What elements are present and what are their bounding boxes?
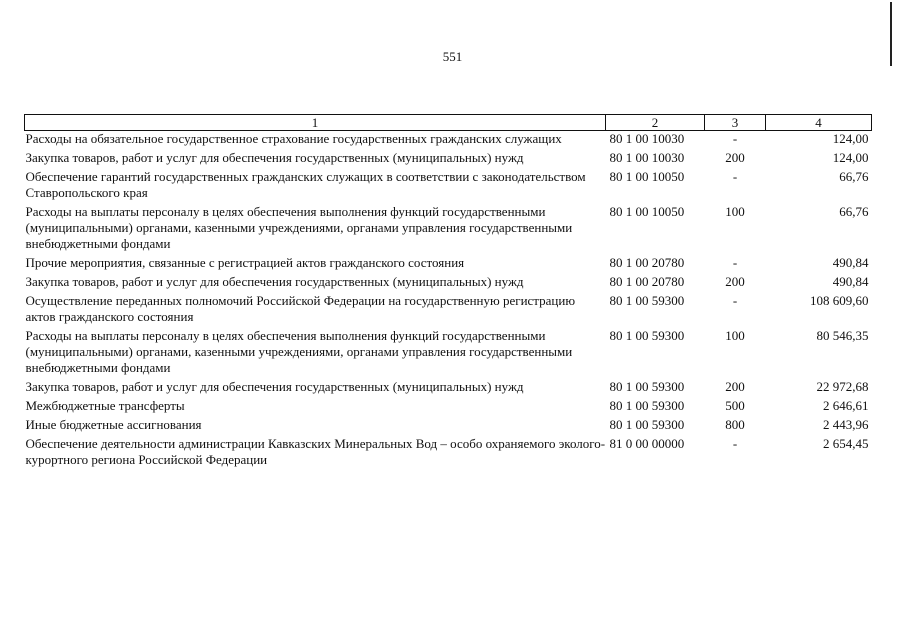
row-amount: 2 654,45 [823,436,869,451]
row-code: 80 1 00 59300 [609,328,685,343]
row-expense-type: 100 [725,204,745,219]
row-expense-type: - [732,131,738,146]
row-code: 81 0 00 00000 [609,436,685,451]
table-row [25,328,872,379]
row-code: 80 1 00 59300 [609,398,685,413]
row-name: Иные бюджетные ассигнования [25,417,202,432]
table-row [25,255,872,274]
page-number: 551 [442,49,463,64]
row-amount: 490,84 [832,274,869,289]
row-expense-type: 100 [725,328,745,343]
row-amount: 66,76 [839,169,869,184]
row-name: Обеспечение гарантий государственных гражданских служащих в соответствии с законодательством Ставропольского края [25,169,586,200]
row-expense-type: - [732,255,738,270]
table-row [25,204,872,255]
row-code: 80 1 00 20780 [609,274,685,289]
row-expense-type: - [732,169,738,184]
table-row [25,131,872,151]
row-code: 80 1 00 59300 [609,293,685,308]
row-amount: 490,84 [832,255,869,270]
table-row [25,274,872,293]
table-row [25,150,872,169]
table-header [25,115,872,131]
row-amount: 2 646,61 [823,398,869,413]
row-name: Закупка товаров, работ и услуг для обеспечения государственных (муниципальных) нужд [25,150,524,165]
table-row [25,379,872,398]
row-expense-type: 200 [725,150,745,165]
row-name: Закупка товаров, работ и услуг для обеспечения государственных (муниципальных) нужд [25,274,524,289]
table-row [25,293,872,328]
row-expense-type: - [732,436,738,451]
row-name: Расходы на выплаты персоналу в целях обеспечения выполнения функций государственными (муниципальными) органами, казенными учреждениями, органами управления государственными внебюджетными фондами [25,328,573,375]
table-body [25,131,872,472]
row-expense-type: 200 [725,274,745,289]
header-row [25,115,872,131]
row-name: Прочие мероприятия, связанные с регистрацией актов гражданского состояния [25,255,465,270]
row-name: Расходы на выплаты персоналу в целях обеспечения выполнения функций государственными (муниципальными) органами, казенными учреждениями, органами управления государственными внебюджетными фондами [25,204,573,251]
row-code: 80 1 00 59300 [609,417,685,432]
header-col-2: 2 [606,115,705,131]
header-col-1: 1 [25,115,606,131]
row-name: Обеспечение деятельности администрации Кавказских Минеральных Вод – особо охраняемого эколого-курортного региона Российской Федерации [25,436,606,467]
table-row [25,398,872,417]
row-amount: 108 609,60 [810,293,869,308]
header-col-3: 3 [705,115,766,131]
row-expense-type: 500 [725,398,745,413]
row-name: Закупка товаров, работ и услуг для обеспечения государственных (муниципальных) нужд [25,379,524,394]
row-code: 80 1 00 10050 [609,204,685,219]
row-expense-type: 800 [725,417,745,432]
row-code: 80 1 00 10050 [609,169,685,184]
table-row [25,417,872,436]
row-amount: 22 972,68 [816,379,869,394]
row-expense-type: 200 [725,379,745,394]
table-row [25,169,872,204]
table-row [25,436,872,471]
row-amount: 124,00 [832,150,869,165]
row-amount: 2 443,96 [823,417,869,432]
row-name: Расходы на обязательное государственное страхование государственных гражданских служащих [25,131,562,146]
budget-table [24,114,872,471]
row-amount: 124,00 [832,131,869,146]
row-expense-type: - [732,293,738,308]
row-code: 80 1 00 59300 [609,379,685,394]
budget-table-container [24,114,871,471]
header-col-4: 4 [766,115,872,131]
row-name: Осуществление переданных полномочий Российской Федерации на государственную регистрацию актов гражданского состояния [25,293,576,324]
row-amount: 66,76 [839,204,869,219]
row-code: 80 1 00 10030 [609,150,685,165]
row-code: 80 1 00 20780 [609,255,685,270]
row-name: Межбюджетные трансферты [25,398,185,413]
row-amount: 80 546,35 [816,328,869,343]
row-code: 80 1 00 10030 [609,131,685,146]
